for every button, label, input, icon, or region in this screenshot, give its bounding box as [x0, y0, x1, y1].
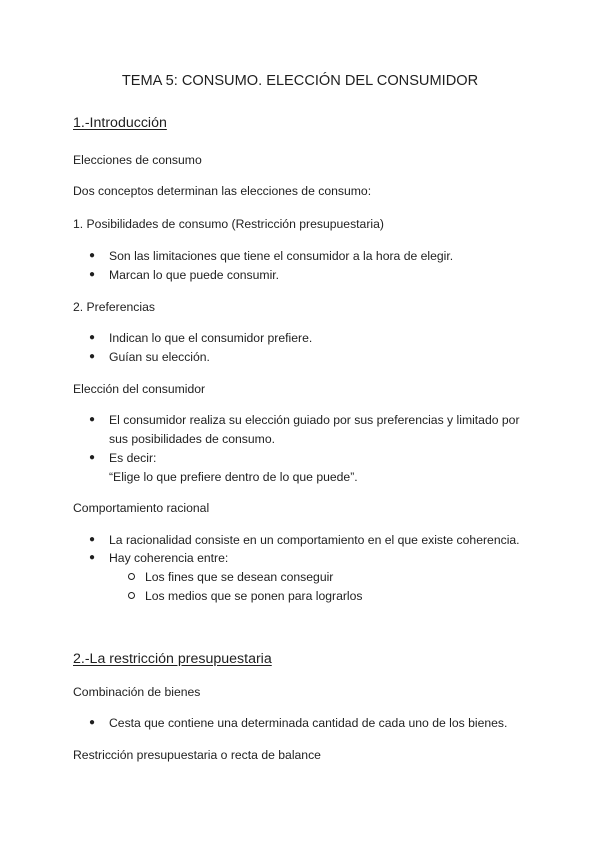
- list-item: Marcan lo que puede consumir.: [109, 268, 280, 282]
- circle-bullet-icon: [128, 573, 135, 580]
- paragraph-dos-conceptos: Dos conceptos determinan las elecciones de consumo:: [73, 184, 372, 198]
- circle-bullet-icon: [128, 592, 135, 599]
- paragraph-posibilidades: 1. Posibilidades de consumo (Restricción presupuestaria): [73, 217, 384, 231]
- paragraph-preferencias: 2. Preferencias: [73, 300, 155, 314]
- paragraph-eleccion-del-consumidor: Elección del consumidor: [73, 382, 206, 396]
- bullet-icon: ●: [89, 250, 96, 261]
- paragraph-comportamiento-racional: Comportamiento racional: [73, 501, 210, 515]
- page-title: TEMA 5: CONSUMO. ELECCIÓN DEL CONSUMIDOR: [121, 73, 479, 89]
- list-item-continuation: “Elige lo que prefiere dentro de lo que puede”.: [109, 470, 358, 484]
- bullet-icon: ●: [89, 414, 96, 425]
- list-item: Son las limitaciones que tiene el consumidor a la hora de elegir.: [109, 249, 454, 263]
- list-item: El consumidor realiza su elección guiado por sus preferencias y limitado por: [109, 413, 520, 427]
- list-item: Cesta que contiene una determinada cantidad de cada uno de los bienes.: [109, 716, 508, 730]
- sub-list-item: Los medios que se ponen para lograrlos: [145, 589, 363, 603]
- section-heading-restriccion-presupuestaria: 2.-La restricción presupuestaria: [73, 651, 272, 667]
- list-item: Indican lo que el consumidor prefiere.: [109, 331, 313, 345]
- list-item: La racionalidad consiste en un comportamiento en el que existe coherencia.: [109, 533, 520, 547]
- list-item: Es decir:: [109, 451, 157, 465]
- list-item-continuation: sus posibilidades de consumo.: [109, 432, 275, 446]
- list-item: Guían su elección.: [109, 350, 210, 364]
- section-heading-introduccion: 1.-Introducción: [73, 115, 167, 131]
- bullet-icon: ●: [89, 269, 96, 280]
- list-item: Hay coherencia entre:: [109, 551, 229, 565]
- bullet-icon: ●: [89, 351, 96, 362]
- paragraph-restriccion-o-recta-de-balance: Restricción presupuestaria o recta de balance: [73, 748, 321, 762]
- bullet-icon: ●: [89, 552, 96, 563]
- bullet-icon: ●: [89, 534, 96, 545]
- sub-list-item: Los fines que se desean conseguir: [145, 570, 334, 584]
- bullet-icon: ●: [89, 717, 96, 728]
- bullet-icon: ●: [89, 452, 96, 463]
- paragraph-elecciones-de-consumo: Elecciones de consumo: [73, 153, 202, 167]
- bullet-icon: ●: [89, 332, 96, 343]
- paragraph-combinacion-de-bienes: Combinación de bienes: [73, 685, 201, 699]
